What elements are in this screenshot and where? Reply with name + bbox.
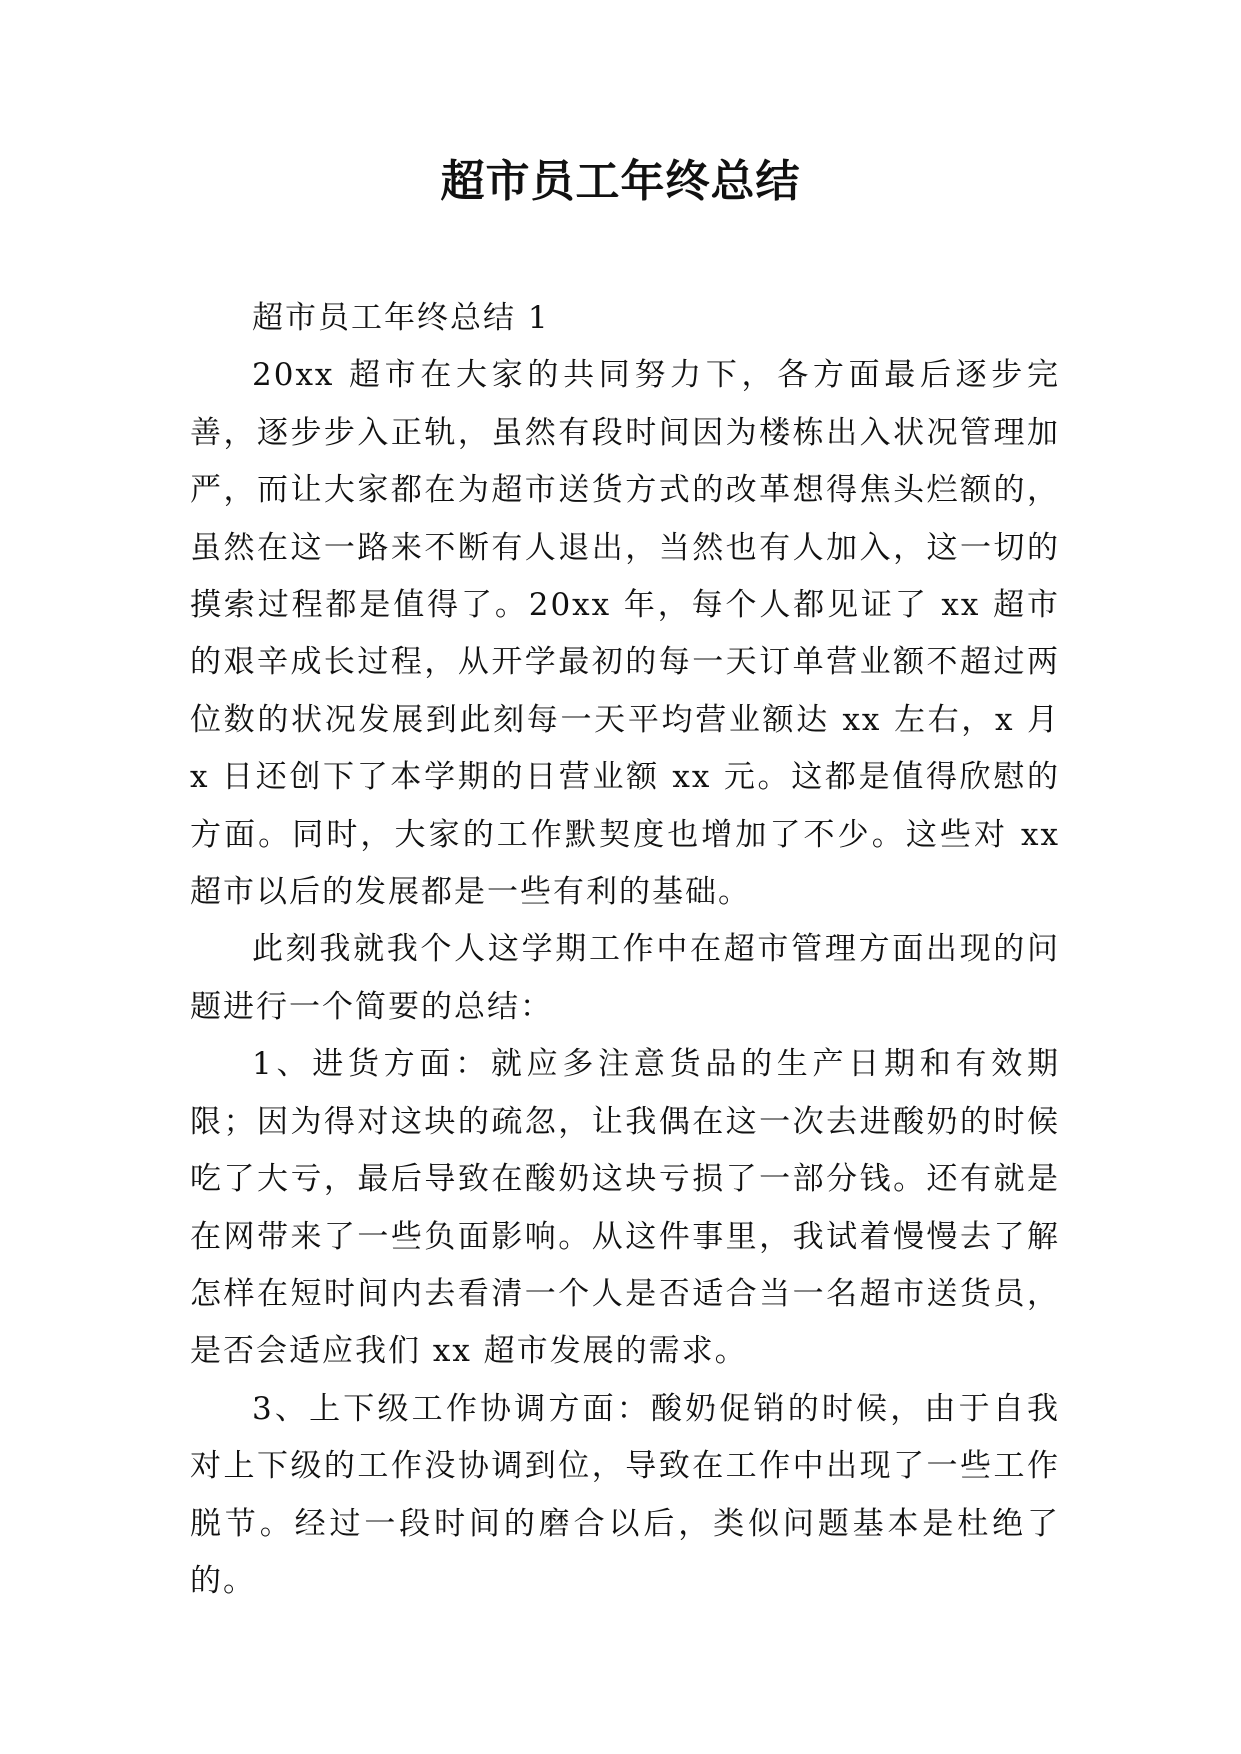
paragraph-purchasing: 1、进货方面：就应多注意货品的生产日期和有效期限；因为得对这块的疏忽，让我偶在这一次去进酸奶的时候吃了大亏，最后导致在酸奶这块亏损了一部分钱。还有就是在网带来了一些负面影响。从这件事里，我试着慢慢去了解怎样在短时间内去看清一个人是否适合当一名超市送货员，是否会适应我们 xx 超市发展的需求。 bbox=[190, 1046, 1060, 1370]
document-title: 超市员工年终总结 bbox=[440, 156, 801, 207]
paragraph-intro-summary: 此刻我就我个人这学期工作中在超市管理方面出现的问题进行一个简要的总结： bbox=[190, 931, 1060, 1025]
paragraph-overview: 20xx 超市在大家的共同努力下，各方面最后逐步完善，逐步步入正轨，虽然有段时间因为楼栋出入状况管理加严，而让大家都在为超市送货方式的改革想得焦头烂额的，虽然在这一路来不断有人退出，当然也有人加入，这一切的摸索过程都是值得了。20xx 年，每个人都见证了 xx 超市的艰辛成长过程，从开学最初的每一天订单营业额不超过两位数的状况发展到此刻每一天平均营业额达 xx 左右，x 月 x 日还创下了本学期的日营业额 xx 元。这都是值得欣慰的方面。同时，大家的工作默契度也增加了不少。这些对 xx 超市以后的发展都是一些有利的基础。 bbox=[190, 357, 1060, 911]
document-body bbox=[190, 290, 1060, 1610]
paragraph-coordination: 3、上下级工作协调方面：酸奶促销的时候，由于自我对上下级的工作没协调到位，导致在工作中出现了一些工作脱节。经过一段时间的磨合以后，类似问题基本是杜绝了的。 bbox=[190, 1390, 1060, 1599]
section-heading: 超市员工年终总结 1 bbox=[252, 300, 550, 336]
